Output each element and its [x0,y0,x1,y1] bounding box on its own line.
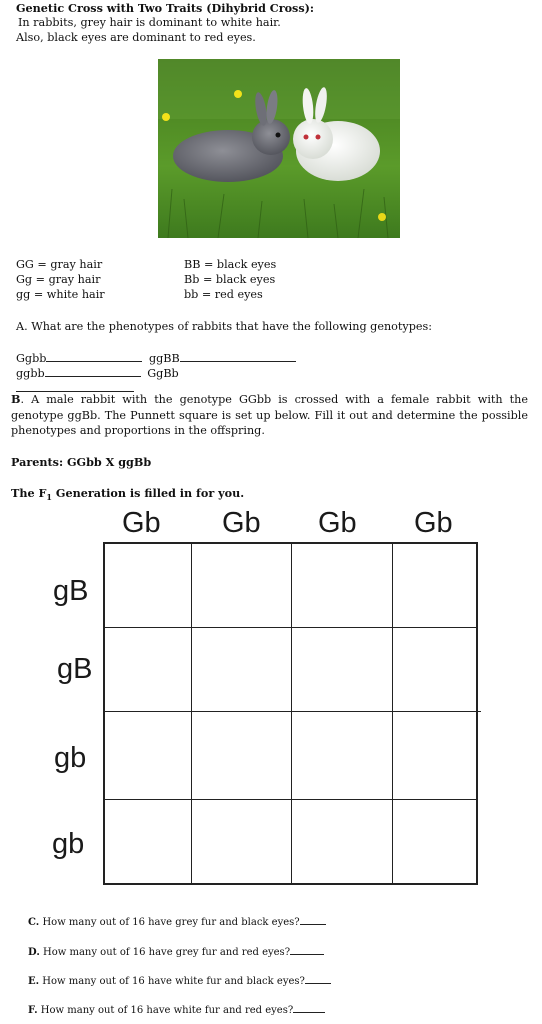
hair-key-Gg: Gg = gray hair [16,273,101,286]
rabbits-photo [158,59,400,238]
question-label: C. [28,917,40,928]
punnett-cell[interactable] [192,628,291,711]
answer-blank[interactable] [45,366,141,377]
eye-key-BB: BB = black eyes [184,258,277,271]
eye-key-Bb: Bb = black eyes [184,273,276,286]
question-b-body: . A male rabbit with the genotype GGbb is crossed with a female rabbit with the genotype ggBb. The Punnett square is set up below. Fill it out and determine the possible phenotypes and proportions in the offspring. [11,393,528,437]
punnett-cell[interactable] [292,800,392,883]
punnett-cell[interactable] [105,628,191,711]
eye-key-bb: bb = red eyes [184,288,263,301]
punnett-cell[interactable] [105,800,191,883]
punnett-cell[interactable] [292,712,392,799]
f1-prefix: The F [11,486,47,500]
punnett-cell[interactable] [192,544,291,627]
punnett-cell[interactable] [393,800,476,883]
punnett-top-allele: Gb [318,507,357,539]
punnett-cell[interactable] [393,712,476,799]
punnett-cell[interactable] [105,712,191,799]
question-text: How many out of 16 have white fur and red eyes? [40,1005,294,1016]
answer-blank[interactable] [305,974,331,984]
answer-blank[interactable] [180,351,296,362]
grid-line [476,542,478,885]
question-label: F. [28,1005,38,1016]
question-a-answers [16,351,296,381]
page-title: Genetic Cross with Two Traits (Dihybrid Cross): [16,1,315,15]
punnett-side-allele: gB [53,575,89,607]
answer-blank[interactable] [300,915,326,925]
answer-blank[interactable] [46,351,142,362]
question-f [28,1003,325,1017]
intro-line-eyes: Also, black eyes are dominant to red eyes. [16,31,256,44]
genotype-label: ggbb [16,367,45,380]
punnett-cell[interactable] [192,712,291,799]
punnett-cell[interactable] [105,544,191,627]
f1-label [11,486,244,504]
question-d [28,945,324,959]
punnett-side-allele: gb [54,742,87,774]
rabbits-illustration [158,59,400,238]
genotype-label: Ggbb [16,352,47,365]
answer-blank[interactable] [16,381,134,392]
question-a-prompt: A. What are the phenotypes of rabbits that have the following genotypes: [16,320,433,333]
genotype-label: ggBB [148,352,180,365]
question-text: How many out of 16 have white fur and black eyes? [42,976,305,987]
eye-key [184,258,276,302]
punnett-cell[interactable] [292,544,392,627]
hair-key-GG: GG = gray hair [16,258,103,271]
punnett-top-allele: Gb [222,507,261,539]
punnett-side-allele: gb [52,828,85,860]
answer-blank[interactable] [290,945,324,955]
punnett-cell[interactable] [393,628,476,711]
hair-key [16,258,105,302]
question-label: E. [28,976,40,987]
question-c [28,915,326,929]
punnett-top-allele: Gb [414,507,453,539]
punnett-top-allele: Gb [122,507,161,539]
question-text: How many out of 16 have grey fur and red eyes? [42,947,291,958]
punnett-cell[interactable] [292,628,392,711]
question-b-label: B [11,392,21,406]
hair-key-gg: gg = white hair [16,288,105,301]
question-b-text [11,392,528,439]
punnett-square [103,542,478,885]
punnett-cell[interactable] [393,544,476,627]
punnett-cell[interactable] [192,800,291,883]
answer-blank[interactable] [293,1003,325,1013]
question-e [28,974,331,988]
parents-label: Parents: GGbb X ggBb [11,455,152,469]
question-label: D. [28,947,40,958]
question-text: How many out of 16 have grey fur and black eyes? [42,917,300,928]
f1-suffix: Generation is filled in for you. [52,486,245,500]
punnett-side-allele: gB [57,653,93,685]
f1-subscript: 1 [46,492,52,503]
intro-line-hair: In rabbits, grey hair is dominant to white hair. [18,16,281,29]
genotype-label: GgBb [147,367,179,380]
